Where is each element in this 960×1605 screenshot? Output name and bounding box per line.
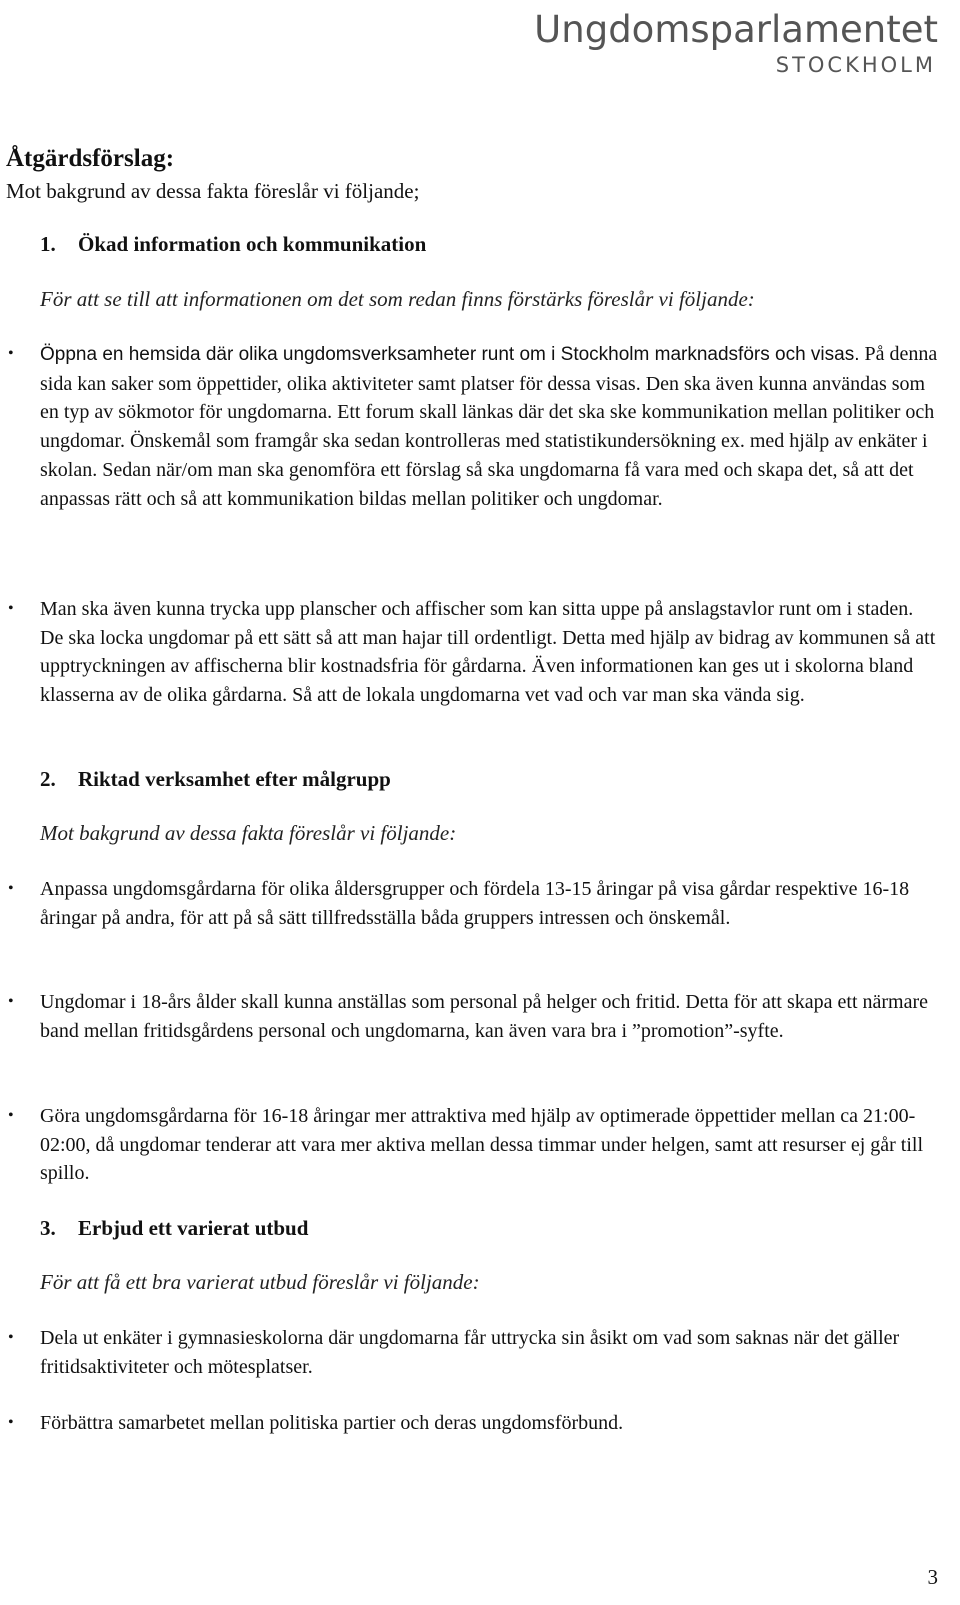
section-1-heading xyxy=(40,229,426,259)
section-2-title: Riktad verksamhet efter målgrupp xyxy=(78,767,391,791)
list-item xyxy=(8,1324,940,1381)
section-3-title: Erbjud ett varierat utbud xyxy=(78,1216,309,1240)
bullet-icon: • xyxy=(8,345,14,362)
list-item-text: Göra ungdomsgårdarna för 16-18 åringar mer attraktiva med hjälp av optimerade öppettider mellan ca 21:00-02:00, då ungdomar tenderar att vara mer aktiva mellan dessa timmar under helgen, samt att resurser ej går till spillo. xyxy=(40,1105,924,1185)
bullet-icon: • xyxy=(8,600,14,617)
section-1-title: Ökad information och kommunikation xyxy=(78,232,427,256)
bullet-icon: • xyxy=(8,1107,14,1124)
intro-text: Mot bakgrund av dessa fakta föreslår vi följande; xyxy=(6,179,420,203)
section-3-heading xyxy=(40,1213,308,1243)
list-item xyxy=(8,340,940,513)
list-item-text: Dela ut enkäter i gymnasieskolorna där ungdomarna får uttrycka sin åsikt om vad som saknas när det gäller fritidsaktiviteter och mötesplatser. xyxy=(40,1327,900,1378)
section-2-number: 2. xyxy=(40,767,56,791)
list-item-text: Förbättra samarbetet mellan politiska partier och deras ungdomsförbund. xyxy=(40,1412,624,1434)
section-2-heading xyxy=(40,764,391,794)
page-number: 3 xyxy=(927,1565,938,1589)
section-3-lead: För att få ett bra varierat utbud föreslår vi följande: xyxy=(40,1270,480,1294)
section-2-lead: Mot bakgrund av dessa fakta föreslår vi följande: xyxy=(40,821,457,845)
list-item-text: Anpassa ungdomsgårdarna för olika åldersgrupper och fördela 13-15 åringar på visa gårdar respektive 16-18 åringar på andra, för att på så sätt tillfredsställa båda gruppers intressen och önskemål. xyxy=(40,878,910,929)
list-item-text-sans: Öppna en hemsida där olika ungdomsverksamheter runt om i Stockholm marknadsförs och visas. xyxy=(40,344,860,365)
section-1-number: 1. xyxy=(40,232,56,256)
section-1-lead: För att se till att informationen om det som redan finns förstärks föreslår vi följande: xyxy=(40,287,755,311)
logo-title: Ungdomsparlamentet xyxy=(534,8,938,51)
list-item xyxy=(8,1102,940,1188)
bullet-icon: • xyxy=(8,1329,14,1346)
bullet-icon: • xyxy=(8,880,14,897)
list-item-text: På denna sida kan saker som öppettider, olika aktiviteter samt platser för dessa visas. Den ska även kunna användas som en typ av sökmotor för ungdomarna. Ett forum skall länkas där det ska ske kommunikation mellan politiker och ungdomar. Önskemål som framgår ska sedan kontrolleras med statistikundersökning ex. med hjälp av enkäter i skolan. Sedan när/om man ska genomföra ett förslag så ska ungdomarna få vara med och skapa det, så att det anpassas rätt och så att kommunikation bildas mellan politiker och ungdomar. xyxy=(40,343,938,510)
list-item xyxy=(8,595,940,710)
list-item xyxy=(8,875,940,932)
list-item-text: Ungdomar i 18-års ålder skall kunna anställas som personal på helger och fritid. Detta för att skapa ett närmare band mellan fritidsgårdens personal och ungdomarna, kan även vara bra i ”promotion”-syfte. xyxy=(40,991,929,1042)
list-item xyxy=(8,988,940,1045)
list-item-text: Man ska även kunna trycka upp planscher och affischer som kan sitta uppe på anslagstavlor runt om i staden. De ska locka ungdomar på ett sätt så att man hajar till ordentligt. Detta med hjälp av bidrag av kommunen så att upptryckningen av affischerna blir kostnadsfria för gårdarna. Även informationen kan ges ut i skolorna bland klasserna av de olika gårdarna. Så att de lokala ungdomarna vet vad och var man ska vända sig. xyxy=(40,598,936,707)
page-heading: Åtgärdsförslag: xyxy=(6,145,175,172)
bullet-icon: • xyxy=(8,993,14,1010)
section-3-number: 3. xyxy=(40,1216,56,1240)
logo-subtitle: STOCKHOLM xyxy=(775,53,936,77)
bullet-icon: • xyxy=(8,1414,14,1431)
list-item xyxy=(8,1409,940,1438)
organization-logo xyxy=(534,8,938,78)
